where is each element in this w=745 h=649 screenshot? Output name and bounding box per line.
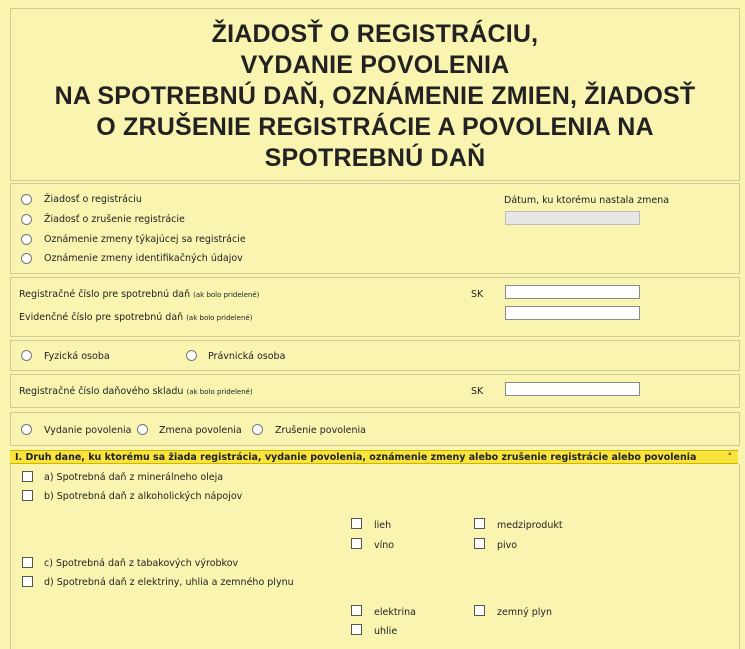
radio-ziadost-registracia[interactable] — [21, 194, 32, 205]
reg-number-label: Registračné číslo pre spotrebnú daň (ak bolo pridelené) — [19, 289, 260, 300]
radio-fyzicka-osoba[interactable] — [21, 350, 32, 361]
checkbox-elektrina-uhlie-plyn[interactable] — [22, 576, 33, 587]
checkbox-label: b) Spotrebná daň z alkoholických nápojov — [44, 491, 243, 502]
checkbox-label: lieh — [374, 520, 392, 531]
radio-oznamenie-identifikacne[interactable] — [21, 253, 32, 264]
radio-label: Vydanie povolenia — [44, 425, 132, 436]
evid-number-label: Evidenčné číslo pre spotrebnú daň (ak bolo pridelené) — [19, 312, 253, 323]
radio-label: Žiadosť o registráciu — [44, 194, 142, 205]
radio-label: Oznámenie zmeny týkajúcej sa registrácie — [44, 234, 246, 245]
warehouse-box — [10, 374, 740, 408]
radio-zrusenie-povolenia[interactable] — [252, 424, 263, 435]
permit-box — [10, 412, 740, 446]
warehouse-label: Registračné číslo daňového skladu (ak bolo pridelené) — [19, 386, 253, 397]
checkbox-label: zemný plyn — [497, 607, 553, 618]
registration-box — [10, 277, 740, 337]
title-line: O ZRUŠENIE REGISTRÁCIE A POVOLENIA NA — [96, 113, 654, 141]
checkbox-pivo[interactable] — [474, 538, 485, 549]
radio-label: Fyzická osoba — [44, 351, 110, 362]
radio-vydanie-povolenia[interactable] — [21, 424, 32, 435]
reg-number-input[interactable] — [505, 285, 640, 299]
section-1-header[interactable] — [10, 450, 738, 464]
section-1-body — [10, 464, 740, 649]
radio-oznamenie-registracia[interactable] — [21, 234, 32, 245]
radio-pravnicka-osoba[interactable] — [186, 350, 197, 361]
checkbox-medziprodukt[interactable] — [474, 518, 485, 529]
person-type-box — [10, 340, 740, 371]
checkbox-vino[interactable] — [351, 538, 362, 549]
request-type-box — [10, 183, 740, 274]
checkbox-label: medziprodukt — [497, 520, 563, 531]
title-line: SPOTREBNÚ DAŇ — [264, 144, 486, 172]
checkbox-tabakove-vyrobky[interactable] — [22, 557, 33, 568]
chevron-up-icon[interactable]: ˄ — [727, 453, 732, 463]
radio-label: Zmena povolenia — [159, 425, 242, 436]
section-1-title: I. Druh dane, ku ktorému sa žiada registrácia, vydanie povolenia, oznámenie zmeny alebo zrušenie registrácie alebo povolenia — [15, 452, 697, 463]
radio-ziadost-zrusenie[interactable] — [21, 214, 32, 225]
title-box — [10, 8, 740, 181]
checkbox-mineralny-olej[interactable] — [22, 471, 33, 482]
sk-prefix: SK — [471, 386, 484, 397]
evid-number-input[interactable] — [505, 306, 640, 320]
radio-label: Zrušenie povolenia — [275, 425, 366, 436]
date-input[interactable] — [505, 211, 640, 225]
checkbox-elektrina[interactable] — [351, 605, 362, 616]
radio-label: Oznámenie zmeny identifikačných údajov — [44, 253, 243, 264]
checkbox-alkoholicke-napoje[interactable] — [22, 490, 33, 501]
radio-label: Žiadosť o zrušenie registrácie — [44, 214, 185, 225]
radio-zmena-povolenia[interactable] — [137, 424, 148, 435]
checkbox-label: elektrina — [374, 607, 416, 618]
title-line: VYDANIE POVOLENIA — [240, 51, 510, 79]
date-label: Dátum, ku ktorému nastala zmena — [504, 195, 670, 206]
checkbox-label: uhlie — [374, 626, 398, 637]
checkbox-uhlie[interactable] — [351, 624, 362, 635]
warehouse-input[interactable] — [505, 382, 640, 396]
radio-label: Právnická osoba — [208, 351, 286, 362]
checkbox-label: a) Spotrebná daň z minerálneho oleja — [44, 472, 224, 483]
checkbox-zemny-plyn[interactable] — [474, 605, 485, 616]
checkbox-label: pivo — [497, 540, 518, 551]
page-title — [11, 19, 739, 174]
sk-prefix: SK — [471, 289, 484, 300]
checkbox-label: d) Spotrebná daň z elektriny, uhlia a zemného plynu — [44, 577, 294, 588]
checkbox-label: víno — [374, 540, 395, 551]
checkbox-lieh[interactable] — [351, 518, 362, 529]
title-line: NA SPOTREBNÚ DAŇ, OZNÁMENIE ZMIEN, ŽIADOSŤ — [54, 82, 696, 110]
checkbox-label: c) Spotrebná daň z tabakových výrobkov — [44, 558, 239, 569]
title-line: ŽIADOSŤ O REGISTRÁCIU, — [211, 20, 539, 48]
